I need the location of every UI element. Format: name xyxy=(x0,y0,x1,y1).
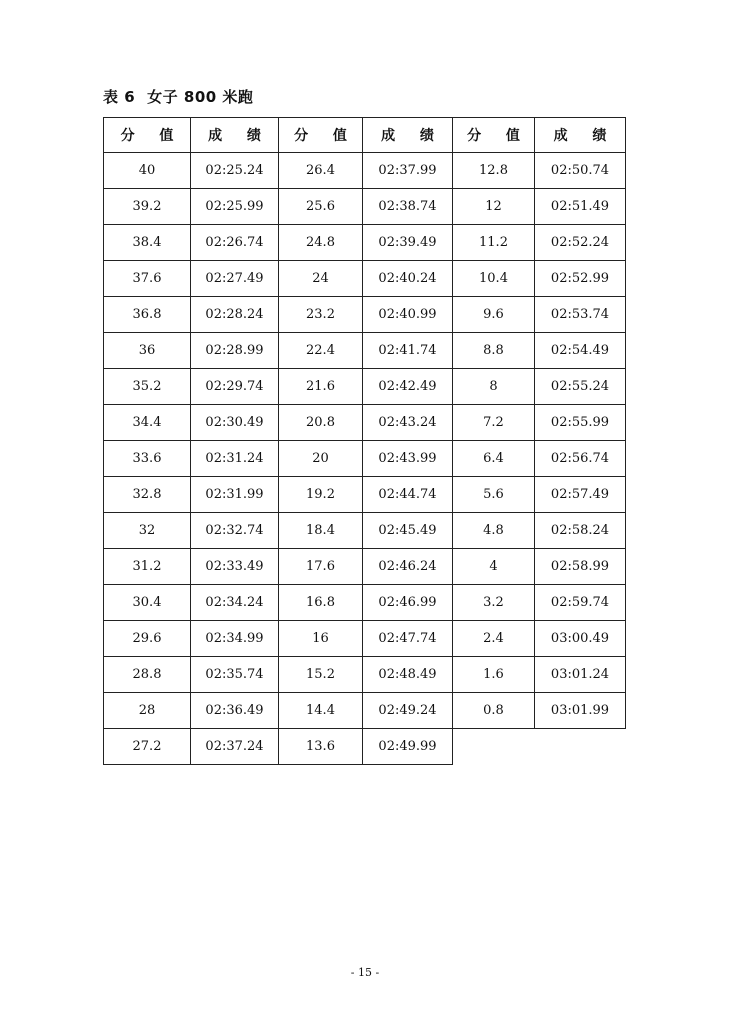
score-cell: 18.4 xyxy=(279,513,363,549)
score-cell: 27.2 xyxy=(103,729,191,765)
score-cell: 20 xyxy=(279,441,363,477)
score-cell: 24 xyxy=(279,261,363,297)
score-cell: 10.4 xyxy=(453,261,535,297)
result-cell: 02:31.24 xyxy=(191,441,279,477)
table-number: 表 6 xyxy=(103,88,136,106)
score-cell: 5.6 xyxy=(453,477,535,513)
header-score-2: 分 值 xyxy=(279,117,363,153)
result-cell: 02:55.99 xyxy=(535,405,626,441)
score-cell: 29.6 xyxy=(103,621,191,657)
score-cell: 15.2 xyxy=(279,657,363,693)
result-cell: 02:25.24 xyxy=(191,153,279,189)
score-cell: 24.8 xyxy=(279,225,363,261)
header-score-3: 分 值 xyxy=(453,117,535,153)
result-cell: 02:54.49 xyxy=(535,333,626,369)
result-cell: 02:56.74 xyxy=(535,441,626,477)
result-cell: 02:57.49 xyxy=(535,477,626,513)
score-cell: 21.6 xyxy=(279,369,363,405)
result-cell: 02:47.74 xyxy=(363,621,453,657)
score-cell: 39.2 xyxy=(103,189,191,225)
result-cell: 02:49.24 xyxy=(363,693,453,729)
result-cell: 02:35.74 xyxy=(191,657,279,693)
result-cell: 02:26.74 xyxy=(191,225,279,261)
result-cell: 03:01.99 xyxy=(535,693,626,729)
score-cell: 38.4 xyxy=(103,225,191,261)
score-cell: 28.8 xyxy=(103,657,191,693)
result-cell: 02:53.74 xyxy=(535,297,626,333)
score-cell: 26.4 xyxy=(279,153,363,189)
result-cell: 02:43.99 xyxy=(363,441,453,477)
header-result-1: 成 绩 xyxy=(191,117,279,153)
result-cell: 02:25.99 xyxy=(191,189,279,225)
result-cell: 02:46.99 xyxy=(363,585,453,621)
score-cell: 9.6 xyxy=(453,297,535,333)
score-cell: 34.4 xyxy=(103,405,191,441)
score-cell: 7.2 xyxy=(453,405,535,441)
score-cell: 13.6 xyxy=(279,729,363,765)
result-cell: 02:49.99 xyxy=(363,729,453,765)
result-cell: 02:48.49 xyxy=(363,657,453,693)
table-caption xyxy=(103,86,253,107)
score-cell: 40 xyxy=(103,153,191,189)
result-cell: 02:32.74 xyxy=(191,513,279,549)
result-cell: 02:51.49 xyxy=(535,189,626,225)
result-cell: 02:34.24 xyxy=(191,585,279,621)
score-cell: 14.4 xyxy=(279,693,363,729)
result-cell: 02:40.24 xyxy=(363,261,453,297)
score-cell: 35.2 xyxy=(103,369,191,405)
score-cell: 4 xyxy=(453,549,535,585)
result-cell: 02:38.74 xyxy=(363,189,453,225)
score-cell: 2.4 xyxy=(453,621,535,657)
score-cell: 17.6 xyxy=(279,549,363,585)
score-cell: 8.8 xyxy=(453,333,535,369)
result-cell: 02:37.24 xyxy=(191,729,279,765)
result-cell: 02:58.24 xyxy=(535,513,626,549)
score-cell: 0.8 xyxy=(453,693,535,729)
result-cell: 02:41.74 xyxy=(363,333,453,369)
result-cell: 02:30.49 xyxy=(191,405,279,441)
result-cell: 02:55.24 xyxy=(535,369,626,405)
result-cell: 02:28.24 xyxy=(191,297,279,333)
result-cell: 02:43.24 xyxy=(363,405,453,441)
header-result-3: 成 绩 xyxy=(535,117,626,153)
result-cell: 02:27.49 xyxy=(191,261,279,297)
score-cell: 25.6 xyxy=(279,189,363,225)
score-cell: 16 xyxy=(279,621,363,657)
score-cell: 20.8 xyxy=(279,405,363,441)
score-cell: 37.6 xyxy=(103,261,191,297)
score-cell: 6.4 xyxy=(453,441,535,477)
result-cell: 02:33.49 xyxy=(191,549,279,585)
score-cell: 16.8 xyxy=(279,585,363,621)
result-cell: 02:44.74 xyxy=(363,477,453,513)
header-result-2: 成 绩 xyxy=(363,117,453,153)
result-cell: 02:31.99 xyxy=(191,477,279,513)
result-cell: 02:42.49 xyxy=(363,369,453,405)
score-cell: 31.2 xyxy=(103,549,191,585)
score-cell: 1.6 xyxy=(453,657,535,693)
result-cell: 02:39.49 xyxy=(363,225,453,261)
page-number: - 15 - xyxy=(350,966,380,979)
table-title: 女子 800 米跑 xyxy=(147,88,254,106)
score-cell: 28 xyxy=(103,693,191,729)
score-cell: 36.8 xyxy=(103,297,191,333)
score-cell: 23.2 xyxy=(279,297,363,333)
score-cell: 12.8 xyxy=(453,153,535,189)
result-cell: 02:45.49 xyxy=(363,513,453,549)
score-cell: 36 xyxy=(103,333,191,369)
result-cell: 02:28.99 xyxy=(191,333,279,369)
score-cell: 19.2 xyxy=(279,477,363,513)
score-cell: 12 xyxy=(453,189,535,225)
result-cell: 02:40.99 xyxy=(363,297,453,333)
score-cell: 33.6 xyxy=(103,441,191,477)
result-cell: 02:46.24 xyxy=(363,549,453,585)
score-cell: 8 xyxy=(453,369,535,405)
score-cell: 3.2 xyxy=(453,585,535,621)
result-cell: 03:00.49 xyxy=(535,621,626,657)
result-cell: 02:59.74 xyxy=(535,585,626,621)
score-cell: 22.4 xyxy=(279,333,363,369)
score-cell: 4.8 xyxy=(453,513,535,549)
score-cell: 11.2 xyxy=(453,225,535,261)
score-cell: 30.4 xyxy=(103,585,191,621)
result-cell: 02:29.74 xyxy=(191,369,279,405)
result-cell: 02:52.24 xyxy=(535,225,626,261)
score-cell: 32 xyxy=(103,513,191,549)
result-cell: 02:37.99 xyxy=(363,153,453,189)
result-cell: 03:01.24 xyxy=(535,657,626,693)
result-cell: 02:36.49 xyxy=(191,693,279,729)
result-cell: 02:52.99 xyxy=(535,261,626,297)
header-score-1: 分 值 xyxy=(103,117,191,153)
result-cell: 02:50.74 xyxy=(535,153,626,189)
result-cell: 02:34.99 xyxy=(191,621,279,657)
result-cell: 02:58.99 xyxy=(535,549,626,585)
score-cell: 32.8 xyxy=(103,477,191,513)
